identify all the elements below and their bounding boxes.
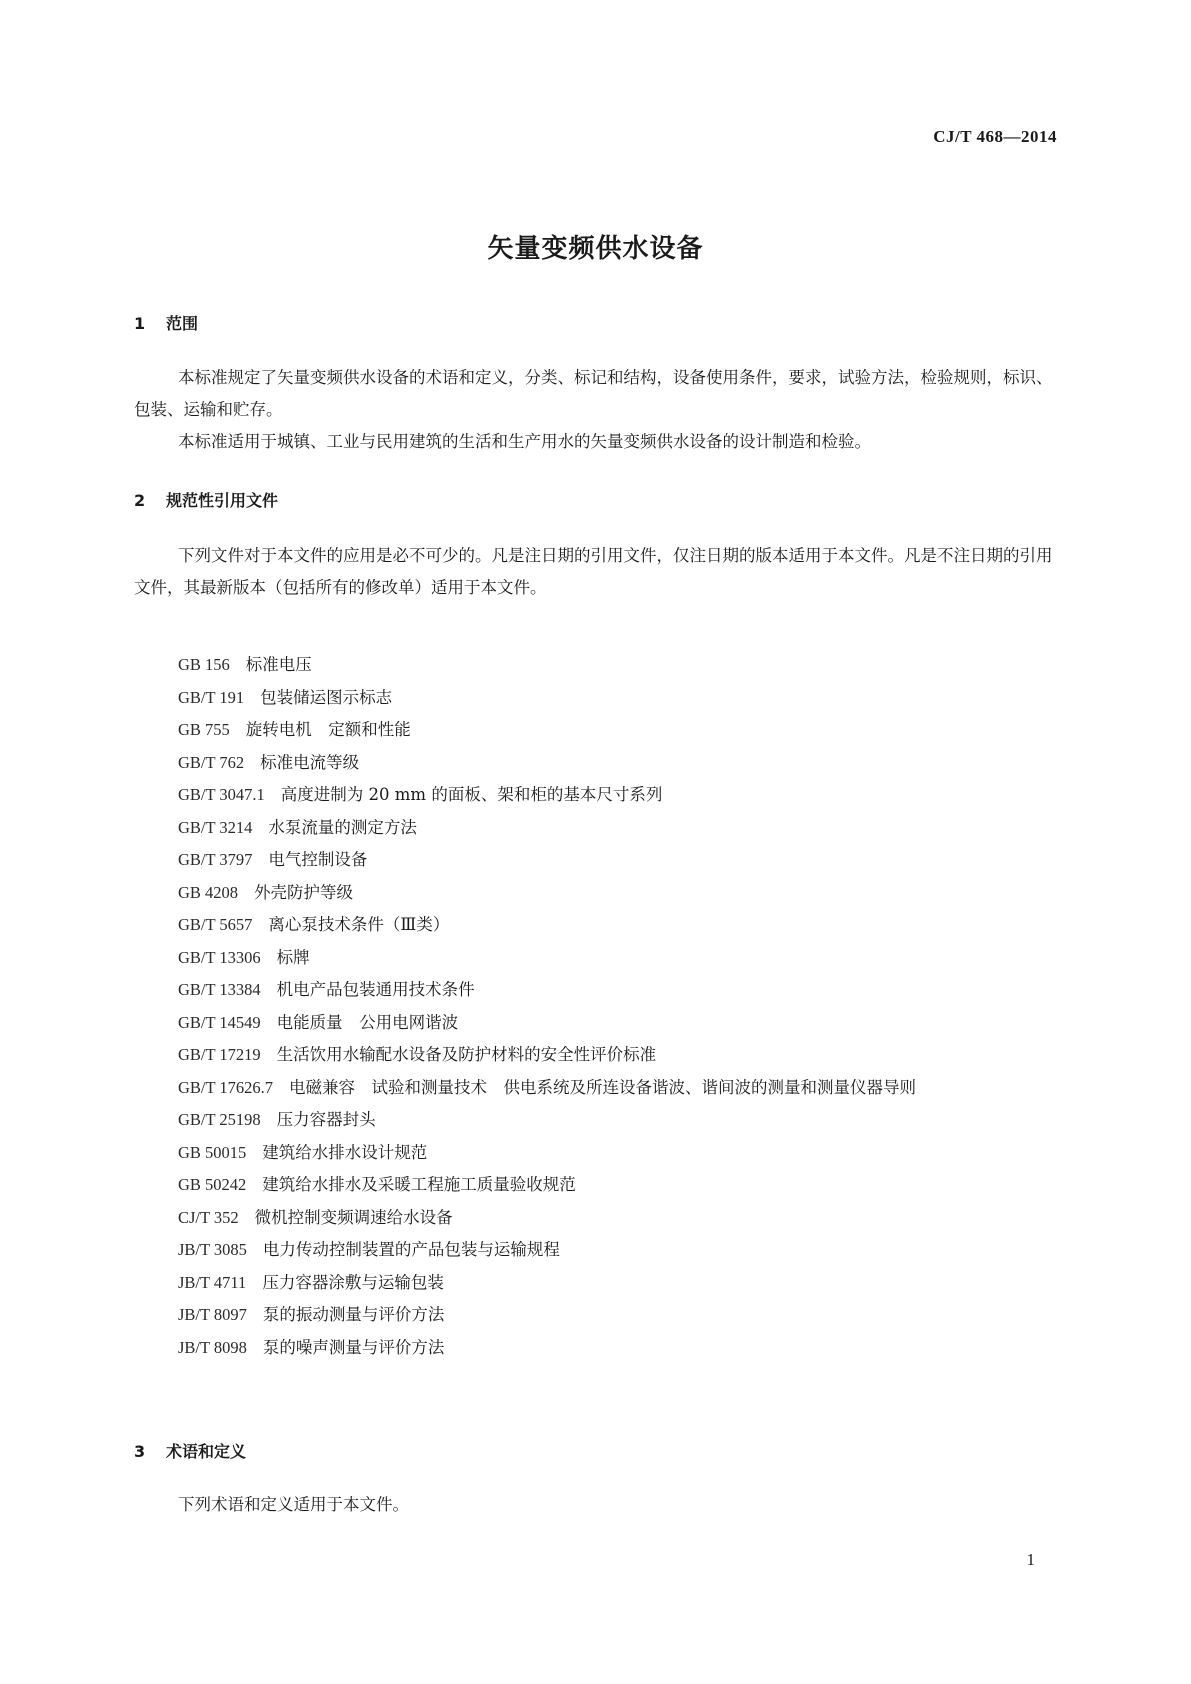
reference-item xyxy=(134,877,1059,910)
section-2-number: 2 xyxy=(134,491,146,510)
reference-item xyxy=(134,974,1059,1007)
reference-code: GB/T 13384 xyxy=(178,980,261,999)
reference-title: 标准电压 xyxy=(245,655,312,674)
reference-code: GB/T 17626.7 xyxy=(178,1077,274,1097)
reference-title: 电气控制设备 xyxy=(268,850,368,869)
reference-code: JB/T 8098 xyxy=(178,1337,247,1357)
reference-title: 压力容器封头 xyxy=(276,1110,376,1129)
reference-title: 标准电流等级 xyxy=(260,752,360,772)
section-3-paragraph-1 xyxy=(134,1489,1059,1521)
reference-item xyxy=(134,1202,1059,1235)
section-1-text-1: 本标准规定了矢量变频供水设备的术语和定义，分类、标记和结构，设备使用条件，要求，试验方法，检验规则，标识、包装、运输和贮存。 xyxy=(134,368,1053,419)
reference-code: GB/T 25198 xyxy=(178,1110,261,1129)
page-number: 1 xyxy=(1026,1550,1035,1569)
reference-item xyxy=(134,942,1059,975)
reference-title: 包装储运图示标志 xyxy=(260,687,393,707)
reference-code: GB/T 17219 xyxy=(178,1045,261,1064)
reference-item xyxy=(134,1104,1059,1137)
reference-code: GB/T 191 xyxy=(178,687,245,707)
reference-title: 电磁兼容 试验和测量技术 供电系统及所连设备谐波、谐间波的测量和测量仪器导则 xyxy=(289,1077,917,1097)
reference-title: 生活饮用水输配水设备及防护材料的安全性评价标准 xyxy=(276,1045,657,1064)
reference-code: JB/T 4711 xyxy=(178,1272,247,1292)
reference-code: GB/T 5657 xyxy=(178,915,253,934)
reference-code: GB/T 3797 xyxy=(178,850,253,869)
reference-code: CJ/T 352 xyxy=(178,1207,239,1227)
normative-references-list xyxy=(134,649,1059,1364)
reference-title: 建筑给水排水及采暖工程施工质量验收规范 xyxy=(262,1175,576,1194)
reference-code: GB/T 762 xyxy=(178,752,245,772)
reference-title: 泵的振动测量与评价方法 xyxy=(262,1305,445,1324)
reference-item xyxy=(134,1137,1059,1170)
section-2-title: 规范性引用文件 xyxy=(166,491,279,510)
section-1-number: 1 xyxy=(134,314,146,333)
reference-title: 电力传动控制装置的产品包装与运输规程 xyxy=(262,1240,560,1259)
reference-title: 水泵流量的测定方法 xyxy=(268,817,417,837)
section-3-heading xyxy=(134,1439,246,1462)
reference-code: GB/T 3047.1 xyxy=(178,785,265,804)
standard-code: CJ/T 468—2014 xyxy=(933,127,1057,146)
reference-code: GB 4208 xyxy=(178,882,239,902)
reference-item xyxy=(134,1234,1059,1267)
reference-item xyxy=(134,909,1059,942)
section-2-heading xyxy=(134,488,278,511)
section-1-text-2: 本标准适用于城镇、工业与民用建筑的生活和生产用水的矢量变频供水设备的设计制造和检验。 xyxy=(178,432,871,451)
section-3-title: 术语和定义 xyxy=(166,1442,247,1461)
reference-code: JB/T 8097 xyxy=(178,1305,247,1324)
reference-code: GB/T 3214 xyxy=(178,817,253,837)
reference-title: 微机控制变频调速给水设备 xyxy=(254,1207,453,1227)
section-2-intro xyxy=(134,540,1059,604)
reference-title: 泵的噪声测量与评价方法 xyxy=(262,1337,445,1357)
reference-item xyxy=(134,682,1059,715)
reference-item xyxy=(134,747,1059,780)
reference-code: GB 755 xyxy=(178,720,230,739)
section-1-title: 范围 xyxy=(166,314,199,333)
reference-item xyxy=(134,1169,1059,1202)
reference-code: GB/T 13306 xyxy=(178,947,261,967)
reference-item xyxy=(134,844,1059,877)
document-title: 矢量变频供水设备 xyxy=(487,234,704,264)
section-3-text-1: 下列术语和定义适用于本文件。 xyxy=(178,1495,409,1514)
section-1-paragraph-1 xyxy=(134,362,1059,426)
section-1-heading xyxy=(134,311,198,334)
reference-item xyxy=(134,812,1059,845)
reference-item xyxy=(134,779,1059,812)
reference-item xyxy=(134,1007,1059,1040)
reference-item xyxy=(134,1299,1059,1332)
reference-code: GB 50242 xyxy=(178,1175,247,1194)
reference-code: GB 50015 xyxy=(178,1142,247,1162)
reference-item xyxy=(134,1039,1059,1072)
reference-title: 外壳防护等级 xyxy=(254,882,354,902)
reference-title: 旋转电机 定额和性能 xyxy=(245,720,411,739)
reference-title: 离心泵技术条件（Ⅲ类） xyxy=(268,915,450,934)
section-2-intro-text: 下列文件对于本文件的应用是必不可少的。凡是注日期的引用文件，仅注日期的版本适用于本文件。凡是不注日期的引用文件，其最新版本（包括所有的修改单）适用于本文件。 xyxy=(134,546,1053,597)
reference-code: JB/T 3085 xyxy=(178,1240,247,1259)
reference-item xyxy=(134,1332,1059,1365)
reference-item xyxy=(134,714,1059,747)
reference-title: 建筑给水排水设计规范 xyxy=(262,1142,428,1162)
reference-code: GB 156 xyxy=(178,655,230,674)
reference-item xyxy=(134,1267,1059,1300)
reference-item xyxy=(134,649,1059,682)
reference-item xyxy=(134,1072,1059,1105)
section-3-number: 3 xyxy=(134,1442,146,1461)
reference-title: 标牌 xyxy=(276,947,310,967)
reference-code: GB/T 14549 xyxy=(178,1012,261,1032)
section-1-paragraph-2 xyxy=(134,426,1059,458)
reference-title: 压力容器涂敷与运输包装 xyxy=(262,1272,444,1292)
reference-title: 机电产品包装通用技术条件 xyxy=(276,980,475,999)
reference-title: 高度进制为 20 mm 的面板、架和柜的基本尺寸系列 xyxy=(280,785,663,804)
reference-title: 电能质量 公用电网谐波 xyxy=(276,1012,459,1032)
